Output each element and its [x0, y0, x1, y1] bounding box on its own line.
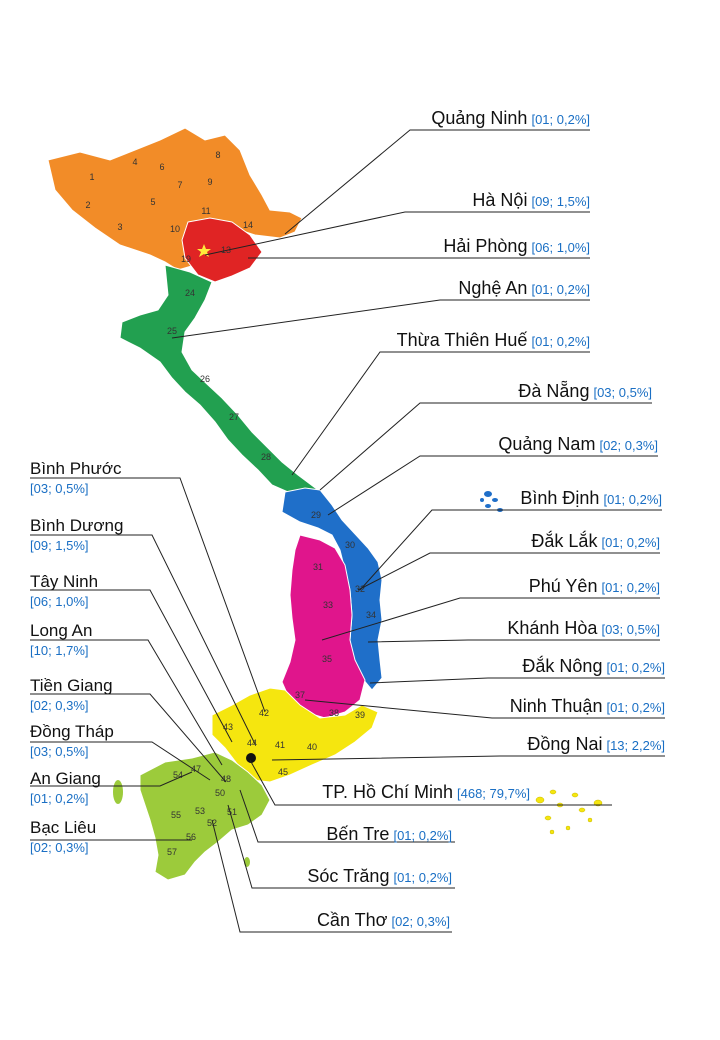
region-number: 48 [220, 774, 232, 784]
label-tp-hcm: TP. Hồ Chí Minh [468; 79,7%] [322, 782, 530, 802]
region-north-central [120, 265, 318, 500]
region-number: 28 [260, 452, 272, 462]
region-number: 30 [344, 540, 356, 550]
region-number: 32 [354, 584, 366, 594]
label-dong-nai: Đồng Nai [13; 2,2%] [527, 734, 665, 754]
region-number: 26 [199, 374, 211, 384]
region-number: 25 [166, 326, 178, 336]
region-number: 47 [190, 764, 202, 774]
label-tay-ninh: Tây Ninh [06; 1,0%] [30, 572, 99, 609]
label-hai-phong: Hải Phòng [06; 1,0%] [443, 236, 590, 256]
label-binh-duong: Bình Dương [09; 1,5%] [30, 516, 124, 553]
label-da-nang: Đà Nẵng [03; 0,5%] [518, 381, 652, 401]
region-number: 55 [170, 810, 182, 820]
region-number: 4 [132, 157, 138, 167]
region-number: 8 [215, 150, 221, 160]
region-number: 3 [117, 222, 123, 232]
region-number: 7 [177, 180, 183, 190]
region-number: 37 [294, 690, 306, 700]
region-number: 41 [274, 740, 286, 750]
region-number: 11 [201, 206, 211, 216]
label-khanh-hoa: Khánh Hòa [03; 0,5%] [507, 618, 660, 638]
region-number: 44 [246, 738, 258, 748]
label-quang-ninh: Quảng Ninh [01; 0,2%] [431, 108, 590, 128]
region-number: 19 [180, 254, 192, 264]
region-number: 2 [85, 200, 91, 210]
label-ben-tre: Bến Tre [01; 0,2%] [326, 824, 452, 844]
label-dong-thap: Đồng Tháp [03; 0,5%] [30, 722, 114, 759]
region-number: 57 [166, 847, 178, 857]
paracel-islands [480, 491, 503, 512]
region-number: 39 [354, 710, 366, 720]
region-number: 24 [184, 288, 196, 298]
region-number: 38 [328, 708, 340, 718]
region-number: 54 [172, 770, 184, 780]
region-north [48, 128, 302, 270]
region-number: 14 [242, 220, 254, 230]
label-phu-yen: Phú Yên [01; 0,2%] [528, 576, 660, 596]
label-an-giang: An Giang [01; 0,2%] [30, 769, 101, 806]
region-number: 45 [277, 767, 289, 777]
region-number: 27 [228, 412, 240, 422]
region-number: 31 [312, 562, 324, 572]
region-number: 13 [220, 245, 232, 255]
label-binh-phuoc: Bình Phước [03; 0,5%] [30, 459, 122, 496]
label-quang-nam: Quảng Nam [02; 0,3%] [498, 434, 658, 454]
region-number: 33 [322, 600, 334, 610]
region-number: 10 [169, 224, 181, 234]
region-number: 56 [185, 832, 197, 842]
region-number: 1 [89, 172, 95, 182]
region-number: 53 [194, 806, 206, 816]
label-dak-lak: Đắk Lắk [01; 0,2%] [531, 531, 660, 551]
label-tien-giang: Tiền Giang [02; 0,3%] [30, 676, 113, 713]
region-number: 52 [206, 818, 218, 828]
label-can-tho: Cần Thơ [02; 0,3%] [316, 910, 450, 930]
island-phu-quoc [113, 780, 123, 804]
label-bac-lieu: Bạc Liêu [02; 0,3%] [30, 818, 97, 855]
region-number: 5 [150, 197, 156, 207]
label-ha-noi: Hà Nội [09; 1,5%] [472, 190, 590, 210]
label-binh-dinh: Bình Định [01; 0,2%] [520, 488, 662, 508]
region-number: 29 [310, 510, 322, 520]
region-number: 50 [214, 788, 226, 798]
region-number: 40 [306, 742, 318, 752]
spratly-islands [536, 790, 602, 834]
region-number: 43 [222, 722, 234, 732]
label-dak-nong: Đắk Nông [01; 0,2%] [522, 656, 665, 676]
region-number: 42 [258, 708, 270, 718]
region-number: 35 [321, 654, 333, 664]
label-nghe-an: Nghệ An [01; 0,2%] [458, 278, 590, 298]
region-number: 34 [365, 610, 377, 620]
region-number: 51 [226, 807, 238, 817]
region-number: 9 [207, 177, 213, 187]
label-soc-trang: Sóc Trăng [01; 0,2%] [307, 866, 452, 886]
label-ninh-thuan: Ninh Thuận [01; 0,2%] [509, 696, 665, 716]
region-number: 6 [159, 162, 165, 172]
label-long-an: Long An [10; 1,7%] [30, 621, 93, 658]
label-thua-thien-hue: Thừa Thiên Huế [01; 0,2%] [396, 330, 590, 350]
